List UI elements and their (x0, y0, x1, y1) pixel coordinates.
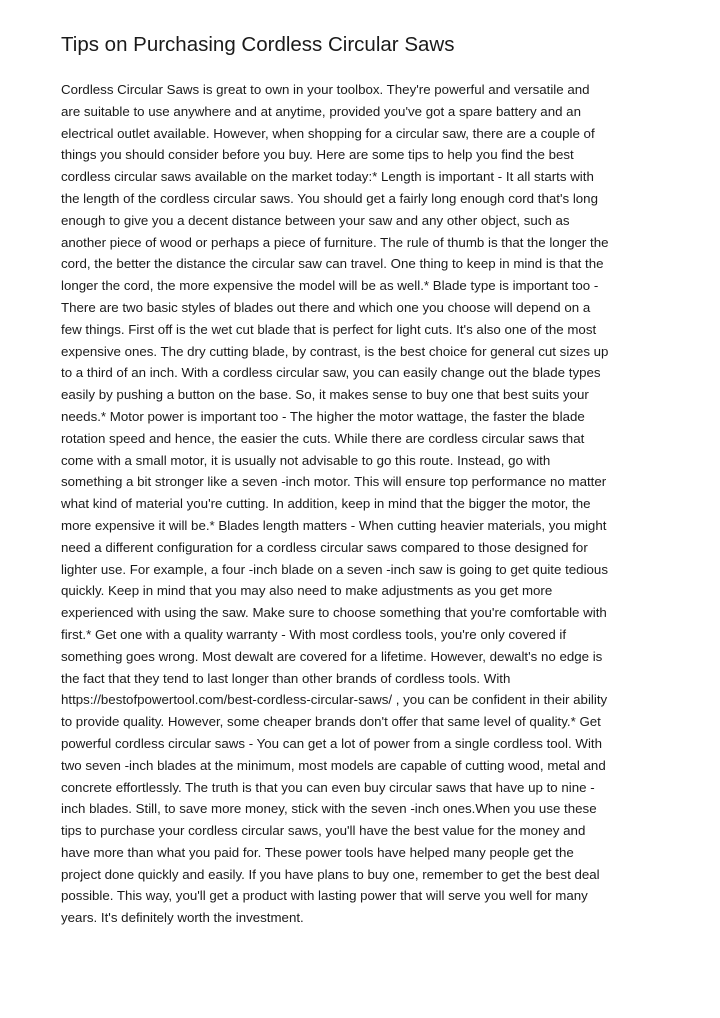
body-text-line: tips to purchase your cordless circular saws, you'll have the best value for the money and (61, 823, 586, 839)
body-text-line: two seven -inch blades at the minimum, most models are capable of cutting wood, metal and (61, 757, 606, 773)
body-text-line: to provide quality. However, some cheaper brands don't offer that same level of quality.* Get (61, 714, 601, 730)
body-text-line: https://bestofpowertool.com/best-cordless-circular-saws/ , you can be confident in their ability (61, 692, 608, 708)
body-text-line: cordless circular saws available on the market today:* Length is important - It all starts with (61, 169, 594, 185)
body-text-line: experienced with using the saw. Make sure to choose something that you're comfortable with (61, 605, 607, 621)
body-text-line: what kind of material you're cutting. In addition, keep in mind that the bigger the motor, the (61, 496, 591, 512)
document-body (61, 79, 666, 929)
body-text-line: project done quickly and easily. If you have plans to buy one, remember to get the best deal (61, 866, 600, 882)
body-text-line: first.* Get one with a quality warranty - With most cordless tools, you're only covered if (61, 626, 567, 642)
body-text-line: need a different configuration for a cordless circular saws compared to those designed for (61, 539, 588, 555)
body-text-line: needs.* Motor power is important too - The higher the motor wattage, the faster the blade (61, 408, 585, 424)
body-text-line: inch blades. Still, to save more money, stick with the seven -inch ones.When you use these (61, 801, 597, 817)
body-text-line: another piece of wood or perhaps a piece of furniture. The rule of thumb is that the longer the (61, 234, 609, 250)
body-text-line: lighter use. For example, a four -inch blade on a seven -inch saw is going to get quite tedious (61, 561, 608, 577)
body-text-line: years. It's definitely worth the investment. (61, 910, 304, 926)
body-text-line: are suitable to use anywhere and at anytime, provided you've got a spare battery and an (61, 103, 581, 119)
body-text-line: something a bit stronger like a seven -inch motor. This will ensure top performance no matter (61, 474, 607, 490)
body-text-line: enough to give you a decent distance between your saw and any other object, such as (61, 212, 570, 228)
body-text-line: Cordless Circular Saws is great to own in your toolbox. They're powerful and versatile and (61, 82, 590, 97)
body-text-line: There are two basic styles of blades out there and which one you choose will depend on a (61, 299, 591, 315)
body-text-line: few things. First off is the wet cut blade that is perfect for light cuts. It's also one of the most (61, 321, 597, 337)
body-text-line: to a third of an inch. With a cordless circular saw, you can easily change out the blade types (61, 365, 601, 381)
document-title: Tips on Purchasing Cordless Circular Saws (61, 33, 455, 56)
body-text-line: concrete effortlessly. The truth is that you can even buy circular saws that have up to nine - (61, 779, 595, 795)
body-text-line: something goes wrong. Most dewalt are covered for a lifetime. However, dewalt's no edge is (61, 648, 603, 664)
body-text-line: rotation speed and hence, the easier the cuts. While there are cordless circular saws that (61, 430, 585, 446)
body-text-line: expensive ones. The dry cutting blade, by contrast, is the best choice for general cut sizes up (61, 343, 609, 359)
body-text-line: cord, the better the distance the circular saw can travel. One thing to keep in mind is that the (61, 256, 604, 272)
body-text-line: things you should consider before you buy. Here are some tips to help you find the best (61, 147, 574, 163)
body-text-line: easily by pushing a button on the base. So, it makes sense to buy one that best suits your (61, 387, 589, 403)
body-text-line: the fact that they tend to last longer than other brands of cordless tools. With (61, 670, 511, 686)
body-text-line: longer the cord, the more expensive the model will be as well.* Blade type is important too - (61, 278, 599, 294)
body-text-line: more expensive it will be.* Blades length matters - When cutting heavier materials, you might (61, 517, 607, 533)
body-text-line: come with a small motor, it is usually not advisable to go this route. Instead, go with (61, 452, 551, 468)
body-text-line: electrical outlet available. However, when shopping for a circular saw, there are a couple of (61, 125, 595, 141)
body-text-line: the length of the cordless circular saws. You should get a fairly long enough cord that's long (61, 190, 598, 206)
body-text-line: have more than what you paid for. These power tools have helped many people get the (61, 844, 574, 860)
body-text-line: powerful cordless circular saws - You can get a lot of power from a single cordless tool. With (61, 735, 602, 751)
body-text-line: possible. This way, you'll get a product with lasting power that will serve you well for many (61, 888, 588, 904)
body-text-line: quickly. Keep in mind that you may also need to make adjustments as you get more (61, 583, 553, 599)
